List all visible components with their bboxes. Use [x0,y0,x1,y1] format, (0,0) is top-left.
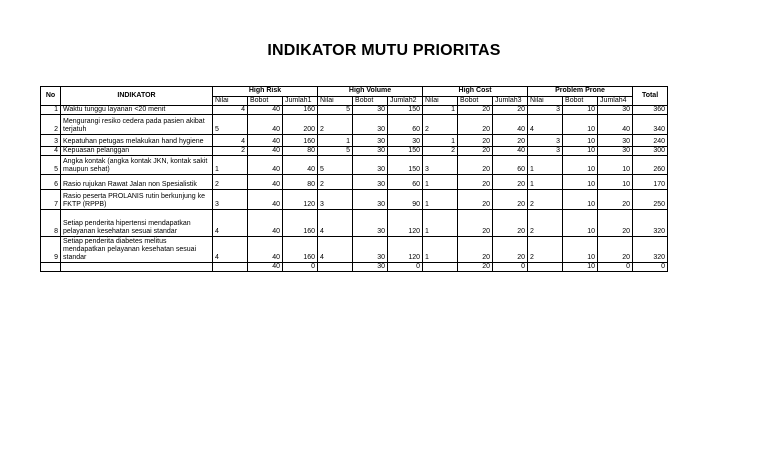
data-cell: 30 [598,147,633,156]
data-cell: 200 [283,115,318,135]
summary-cell [213,263,248,272]
data-cell: 30 [353,106,388,115]
subheader-cell: Nilai [528,97,563,106]
header-indikator: INDIKATOR [61,87,213,106]
data-cell: 5 [318,156,353,175]
summary-cell: 0 [388,263,423,272]
data-cell: 2 [318,115,353,135]
row-number: 6 [41,175,61,190]
data-cell: 40 [248,190,283,210]
indikator-label: Angka kontak (angka kontak JKN, kontak sakit maupun sehat) [61,156,213,175]
data-cell: 20 [493,190,528,210]
data-cell: 10 [563,175,598,190]
table-row [41,237,668,263]
data-cell: 30 [353,210,388,237]
data-cell: 120 [283,190,318,210]
indikator-label: Kepatuhan petugas melakukan hand hygiene [61,135,213,147]
row-number: 5 [41,156,61,175]
data-cell: 3 [528,147,563,156]
row-number: 4 [41,147,61,156]
data-cell: 40 [283,156,318,175]
indikator-label: Setiap penderita diabetes melitus mendapatkan pelayanan kesehatan sesuai standar [61,237,213,263]
data-cell: 4 [213,210,248,237]
data-cell: 2 [423,115,458,135]
table-row [41,115,668,135]
data-cell: 1 [423,190,458,210]
row-total: 360 [633,106,668,115]
data-cell: 1 [423,175,458,190]
data-cell: 150 [388,147,423,156]
header-problem-prone: Problem Prone [528,87,633,97]
subheader-cell: Bobot [248,97,283,106]
data-cell: 40 [493,147,528,156]
data-cell: 2 [423,147,458,156]
data-cell: 30 [598,135,633,147]
data-cell: 20 [493,210,528,237]
empty-cell [61,263,213,272]
data-cell: 30 [353,115,388,135]
data-cell: 4 [528,115,563,135]
data-cell: 20 [493,175,528,190]
data-cell: 1 [423,210,458,237]
row-number: 1 [41,106,61,115]
data-cell: 40 [248,147,283,156]
subheader-cell: Nilai [318,97,353,106]
summary-cell: 10 [563,263,598,272]
data-cell: 2 [528,190,563,210]
data-cell: 10 [563,106,598,115]
data-cell: 3 [423,156,458,175]
data-cell: 20 [598,190,633,210]
indikator-label: Rasio rujukan Rawat Jalan non Spesialistik [61,175,213,190]
data-cell: 90 [388,190,423,210]
data-cell: 1 [528,175,563,190]
data-cell: 20 [493,135,528,147]
subheader-cell: Nilai [213,97,248,106]
table-row [41,135,668,147]
row-total: 300 [633,147,668,156]
data-cell: 160 [283,135,318,147]
data-cell: 40 [598,115,633,135]
indikator-label: Rasio peserta PROLANIS rutin berkunjung ke FKTP (RPPB) [61,190,213,210]
data-cell: 30 [353,190,388,210]
data-cell: 3 [318,190,353,210]
table-row [41,106,668,115]
data-cell: 20 [493,237,528,263]
header-high-risk: High Risk [213,87,318,97]
data-cell: 40 [248,106,283,115]
data-cell: 30 [353,237,388,263]
data-cell: 1 [318,135,353,147]
data-cell: 20 [598,210,633,237]
data-cell: 150 [388,106,423,115]
data-cell: 4 [318,237,353,263]
data-cell: 30 [353,156,388,175]
data-cell: 2 [213,175,248,190]
data-cell: 20 [458,115,493,135]
table-row [41,156,668,175]
table-row [41,175,668,190]
subheader-cell: Jumlah2 [388,97,423,106]
summary-row [41,263,668,272]
row-total: 240 [633,135,668,147]
row-total: 320 [633,210,668,237]
data-cell: 10 [598,175,633,190]
data-cell: 80 [283,175,318,190]
data-cell: 60 [388,175,423,190]
data-cell: 30 [388,135,423,147]
summary-cell [318,263,353,272]
data-cell: 80 [283,147,318,156]
subheader-cell: Jumlah1 [283,97,318,106]
data-cell: 160 [283,237,318,263]
data-cell: 40 [248,237,283,263]
row-total: 250 [633,190,668,210]
summary-cell: 0 [598,263,633,272]
data-cell: 4 [213,135,248,147]
data-cell: 4 [318,210,353,237]
data-cell: 60 [388,115,423,135]
subheader-cell: Jumlah4 [598,97,633,106]
row-total: 340 [633,115,668,135]
summary-cell: 20 [458,263,493,272]
data-cell: 10 [563,190,598,210]
table-row [41,147,668,156]
data-cell: 2 [528,210,563,237]
row-number: 2 [41,115,61,135]
data-cell: 2 [213,147,248,156]
row-total: 260 [633,156,668,175]
data-cell: 3 [213,190,248,210]
indikator-label: Waktu tunggu layanan <20 menit [61,106,213,115]
indikator-label: Setiap penderita hipertensi mendapatkan pelayanan kesehatan sesuai standar [61,210,213,237]
data-cell: 20 [458,156,493,175]
data-cell: 10 [563,210,598,237]
summary-cell: 30 [353,263,388,272]
data-cell: 20 [458,210,493,237]
data-cell: 20 [458,135,493,147]
data-cell: 40 [248,156,283,175]
data-cell: 1 [423,237,458,263]
data-cell: 20 [458,237,493,263]
indikator-label: Mengurangi resiko cedera pada pasien akibat terjatuh [61,115,213,135]
row-total: 170 [633,175,668,190]
summary-cell [528,263,563,272]
data-cell: 3 [528,135,563,147]
summary-total: 0 [633,263,668,272]
data-cell: 40 [248,115,283,135]
row-number: 8 [41,210,61,237]
subheader-cell: Bobot [458,97,493,106]
data-cell: 4 [213,106,248,115]
data-cell: 160 [283,210,318,237]
data-cell: 20 [458,147,493,156]
data-cell: 20 [458,175,493,190]
data-cell: 30 [353,147,388,156]
data-cell: 5 [213,115,248,135]
data-cell: 60 [493,156,528,175]
summary-cell [423,263,458,272]
row-number: 9 [41,237,61,263]
summary-cell: 40 [248,263,283,272]
data-cell: 1 [423,135,458,147]
data-cell: 40 [248,210,283,237]
data-cell: 10 [563,237,598,263]
header-high-volume: High Volume [318,87,423,97]
page-title: INDIKATOR MUTU PRIORITAS [267,42,501,59]
data-cell: 40 [493,115,528,135]
data-cell: 120 [388,210,423,237]
data-cell: 10 [563,135,598,147]
subheader-cell: Bobot [563,97,598,106]
data-cell: 4 [213,237,248,263]
data-cell: 10 [563,115,598,135]
header-total: Total [633,87,668,106]
summary-cell: 0 [283,263,318,272]
row-number: 3 [41,135,61,147]
data-cell: 10 [563,147,598,156]
data-cell: 3 [528,106,563,115]
table-row [41,190,668,210]
indikator-label: Kepuasan pelanggan [61,147,213,156]
data-cell: 20 [458,106,493,115]
data-cell: 40 [248,175,283,190]
data-cell: 30 [353,175,388,190]
data-cell: 2 [318,175,353,190]
data-cell: 20 [458,190,493,210]
data-cell: 10 [598,156,633,175]
subheader-cell: Nilai [423,97,458,106]
data-cell: 5 [318,106,353,115]
data-cell: 30 [598,106,633,115]
row-total: 320 [633,237,668,263]
data-cell: 40 [248,135,283,147]
header-no: No [41,87,61,106]
indicator-table [40,86,668,272]
summary-cell: 0 [493,263,528,272]
subheader-cell: Bobot [353,97,388,106]
data-cell: 30 [353,135,388,147]
data-cell: 1 [213,156,248,175]
data-cell: 2 [528,237,563,263]
data-cell: 5 [318,147,353,156]
data-cell: 120 [388,237,423,263]
header-high-cost: High Cost [423,87,528,97]
subheader-cell: Jumlah3 [493,97,528,106]
data-cell: 1 [528,156,563,175]
empty-cell [41,263,61,272]
row-number: 7 [41,190,61,210]
data-cell: 20 [598,237,633,263]
table-row [41,210,668,237]
data-cell: 160 [283,106,318,115]
data-cell: 10 [563,156,598,175]
data-cell: 150 [388,156,423,175]
data-cell: 1 [423,106,458,115]
data-cell: 20 [493,106,528,115]
